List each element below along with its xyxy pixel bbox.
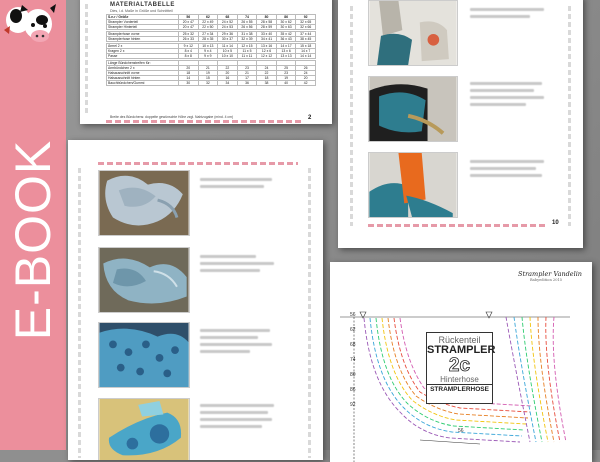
table-cell: 38	[257, 81, 277, 86]
table-cell: 35 x 42	[276, 32, 296, 37]
pattern-ruler-label: 62	[350, 327, 356, 333]
table-cell: 19	[198, 71, 218, 76]
instructions-page-2	[338, 0, 583, 248]
step-photo-6	[368, 76, 458, 142]
pattern-page	[330, 262, 592, 462]
size-col: 80	[257, 15, 277, 20]
table-cell: 25	[276, 66, 296, 71]
material-table-page	[80, 0, 332, 124]
blurred-text	[470, 8, 544, 11]
size-col: 92	[296, 15, 316, 20]
table-cell: 9 x 9	[198, 54, 218, 59]
row-label: Halsausschnitt vorne	[107, 71, 179, 76]
table-row	[107, 81, 316, 86]
pattern-ruler-label: 80	[350, 372, 356, 378]
pink-sidebar	[0, 0, 66, 450]
page-side-strip	[568, 6, 571, 226]
table-cell: 26 x 56	[237, 25, 257, 30]
table-cell: 42	[296, 81, 316, 86]
page-side-strip	[78, 168, 81, 458]
size-col: 86	[276, 15, 296, 20]
blurred-text	[200, 343, 272, 346]
row-label: Stramplerhose vorne	[107, 32, 179, 37]
blurred-text	[470, 174, 542, 177]
page-side-strip	[308, 168, 311, 458]
page-side-strip	[85, 4, 88, 114]
pattern-title: Strampler Vandelin	[518, 270, 582, 278]
table-row	[107, 32, 316, 37]
blurred-text	[470, 160, 544, 163]
table-cell: 26	[296, 66, 316, 71]
table-cell: 21	[198, 66, 218, 71]
blurred-text	[200, 255, 256, 258]
table-cell: 8 x 4	[179, 49, 199, 54]
step-photo-3	[98, 322, 190, 388]
blurred-text	[200, 329, 270, 332]
table-cell: 9 x 12	[179, 44, 199, 49]
table-cell: 18	[257, 76, 277, 81]
page-footer-strip	[106, 120, 301, 123]
pattern-piece-name: Rückenteil	[438, 335, 481, 345]
table-cell: 32	[198, 81, 218, 86]
table-cell: 14	[179, 76, 199, 81]
table-cell: 32 x 39	[237, 37, 257, 42]
pattern-product-name-2: STRAMPLERHOSE	[427, 384, 492, 393]
table-cell: 24	[296, 71, 316, 76]
table-cell: 10 x 5	[218, 49, 238, 54]
size-col: 68	[218, 15, 238, 20]
table-cell: 20	[179, 66, 199, 71]
table-cell: 23	[237, 66, 257, 71]
table-cell: 23	[276, 71, 296, 76]
table-row	[107, 37, 316, 42]
blurred-text	[200, 425, 262, 428]
table-cell: 28 x 35	[198, 37, 218, 42]
row-label: Passe	[107, 54, 179, 59]
table-cell: 14 x 17	[276, 44, 296, 49]
page-side-strip	[350, 6, 353, 226]
table-cell: 30 x 62	[276, 20, 296, 25]
table-cell: 15	[198, 76, 218, 81]
size-col: 74	[237, 15, 257, 20]
table-cell: 40	[276, 81, 296, 86]
pattern-bottom-mark: 56	[458, 428, 464, 434]
table-cell: 26 x 55	[237, 20, 257, 25]
row-label: Kragen 2 x	[107, 49, 179, 54]
table-cell: 19	[276, 76, 296, 81]
table-cell: 24 x 52	[218, 20, 238, 25]
table-cell: 9 x 4	[198, 49, 218, 54]
step-photo-5	[368, 0, 458, 66]
blurred-text	[470, 82, 542, 85]
row-label: Strampler Vorderteil	[107, 20, 179, 25]
row-label: Stramplerhose hinten	[107, 37, 179, 42]
table-cell: 14 x 14	[296, 54, 316, 59]
table-cell: 26 x 33	[179, 37, 199, 42]
step-photo-7	[368, 152, 458, 218]
table-cell: 33 x 40	[257, 32, 277, 37]
size-header: S.n.r / Größe	[107, 15, 179, 20]
size-col: 56	[179, 15, 199, 20]
table-cell: 18	[179, 71, 199, 76]
table-cell: 27 x 34	[198, 32, 218, 37]
blurred-text	[200, 178, 272, 181]
blurred-text	[200, 350, 250, 353]
table-cell: 22 x 50	[198, 25, 218, 30]
table-cell: 20 x 47	[179, 25, 199, 30]
pattern-ruler-label: 74	[350, 357, 356, 363]
pattern-subtitle: Babyedition 2015	[530, 278, 563, 282]
cow-logo-icon	[0, 0, 62, 50]
table-cell: 10 x 13	[198, 44, 218, 49]
table-cell: 15 x 18	[296, 44, 316, 49]
row-label: Ärmel 2 x	[107, 44, 179, 49]
pattern-product-name: STRAMPLER	[427, 344, 496, 356]
material-table-subtitle: Dies, i.d. Maße in Größe und Schnittteil	[110, 9, 173, 13]
table-cell: 30 x 37	[218, 37, 238, 42]
table-cell: 30	[179, 81, 199, 86]
pattern-ruler-label: 56	[350, 312, 356, 318]
table-cell: 20	[218, 71, 238, 76]
page-number: 2	[308, 115, 312, 121]
table-cell: 17	[237, 76, 257, 81]
blurred-text	[200, 418, 272, 421]
page-footer-strip	[368, 224, 548, 227]
table-cell: 16	[218, 76, 238, 81]
blurred-text	[470, 89, 534, 92]
table-cell: 36	[237, 81, 257, 86]
table-cell: 22 x 49	[198, 20, 218, 25]
blurred-text	[470, 167, 536, 170]
table-cell: 24	[257, 66, 277, 71]
pattern-piece-label	[426, 332, 496, 404]
table-cell: 31 x 38	[237, 32, 257, 37]
row-label: Bauchbündchen/Gummi	[107, 81, 179, 86]
blurred-text	[470, 103, 526, 106]
table-cell: 12 x 12	[257, 54, 277, 59]
material-table-title: MATERIALTABELLE	[110, 2, 175, 8]
table-cell: 21	[237, 71, 257, 76]
step-photo-2	[98, 247, 190, 313]
step-photo-4	[98, 398, 190, 460]
row-label: Halsausschnitt hinten	[107, 76, 179, 81]
table-cell: 22	[257, 71, 277, 76]
blurred-text	[200, 336, 258, 339]
table-cell: 11 x 14	[218, 44, 238, 49]
table-cell: 32 x 66	[296, 25, 316, 30]
table-row	[107, 20, 316, 25]
table-cell: 28 x 58	[257, 20, 277, 25]
table-cell: 32 x 65	[296, 20, 316, 25]
table-cell: 28 x 59	[257, 25, 277, 30]
pattern-piece-hint: Hinterhose	[440, 375, 479, 384]
blurred-text	[200, 269, 260, 272]
table-cell: 30 x 63	[276, 25, 296, 30]
table-cell: 37 x 44	[296, 32, 316, 37]
pattern-ruler-label: 92	[350, 402, 356, 408]
table-cell: 12 x 15	[237, 44, 257, 49]
table-cell: 13 x 6	[276, 49, 296, 54]
table-cell: 25 x 32	[179, 32, 199, 37]
table-cell: 29 x 36	[218, 32, 238, 37]
pattern-ruler-label: 86	[350, 387, 356, 393]
table-cell: 10 x 10	[218, 54, 238, 59]
table-cell: 14 x 7	[296, 49, 316, 54]
table-cell: 12 x 6	[257, 49, 277, 54]
blurred-text	[470, 96, 544, 99]
table-cell: 20 x 47	[179, 20, 199, 25]
table-cell: 8 x 8	[179, 54, 199, 59]
instructions-page	[68, 140, 323, 460]
table-cell: 13 x 13	[276, 54, 296, 59]
pattern-piece-code: 2c	[448, 355, 471, 376]
table-cell: 20	[296, 76, 316, 81]
page-header-strip	[98, 162, 298, 165]
row-label: Armbündchen 2 x	[107, 66, 179, 71]
table-cell: 38 x 45	[296, 37, 316, 42]
page-number: 10	[552, 220, 559, 226]
material-table-note: Breite des Bündchens: doppelte gewünschte Höhe zzgl. Nahtzugabe (mind. 4 cm)	[110, 115, 234, 119]
table-cell: 11 x 11	[237, 54, 257, 59]
table-cell: 36 x 43	[276, 37, 296, 42]
table-cell: 34	[218, 81, 238, 86]
pattern-ruler-label: 68	[350, 342, 356, 348]
blurred-text	[200, 185, 264, 188]
material-table	[106, 14, 316, 86]
table-cell: 34 x 41	[257, 37, 277, 42]
table-cell: 13 x 16	[257, 44, 277, 49]
step-photo-1	[98, 170, 190, 236]
blurred-text	[470, 15, 530, 18]
row-label: Strampler Hinterteil	[107, 25, 179, 30]
ebook-title: E-BOOK	[5, 139, 61, 341]
blurred-text	[200, 411, 268, 414]
table-cell: 22	[218, 66, 238, 71]
table-cell: 11 x 5	[237, 49, 257, 54]
table-cell: 24 x 53	[218, 25, 238, 30]
blurred-text	[200, 404, 274, 407]
blurred-text	[200, 262, 274, 265]
row-label: Länge Bündchenstreifen für:	[107, 61, 179, 66]
size-col: 62	[198, 15, 218, 20]
